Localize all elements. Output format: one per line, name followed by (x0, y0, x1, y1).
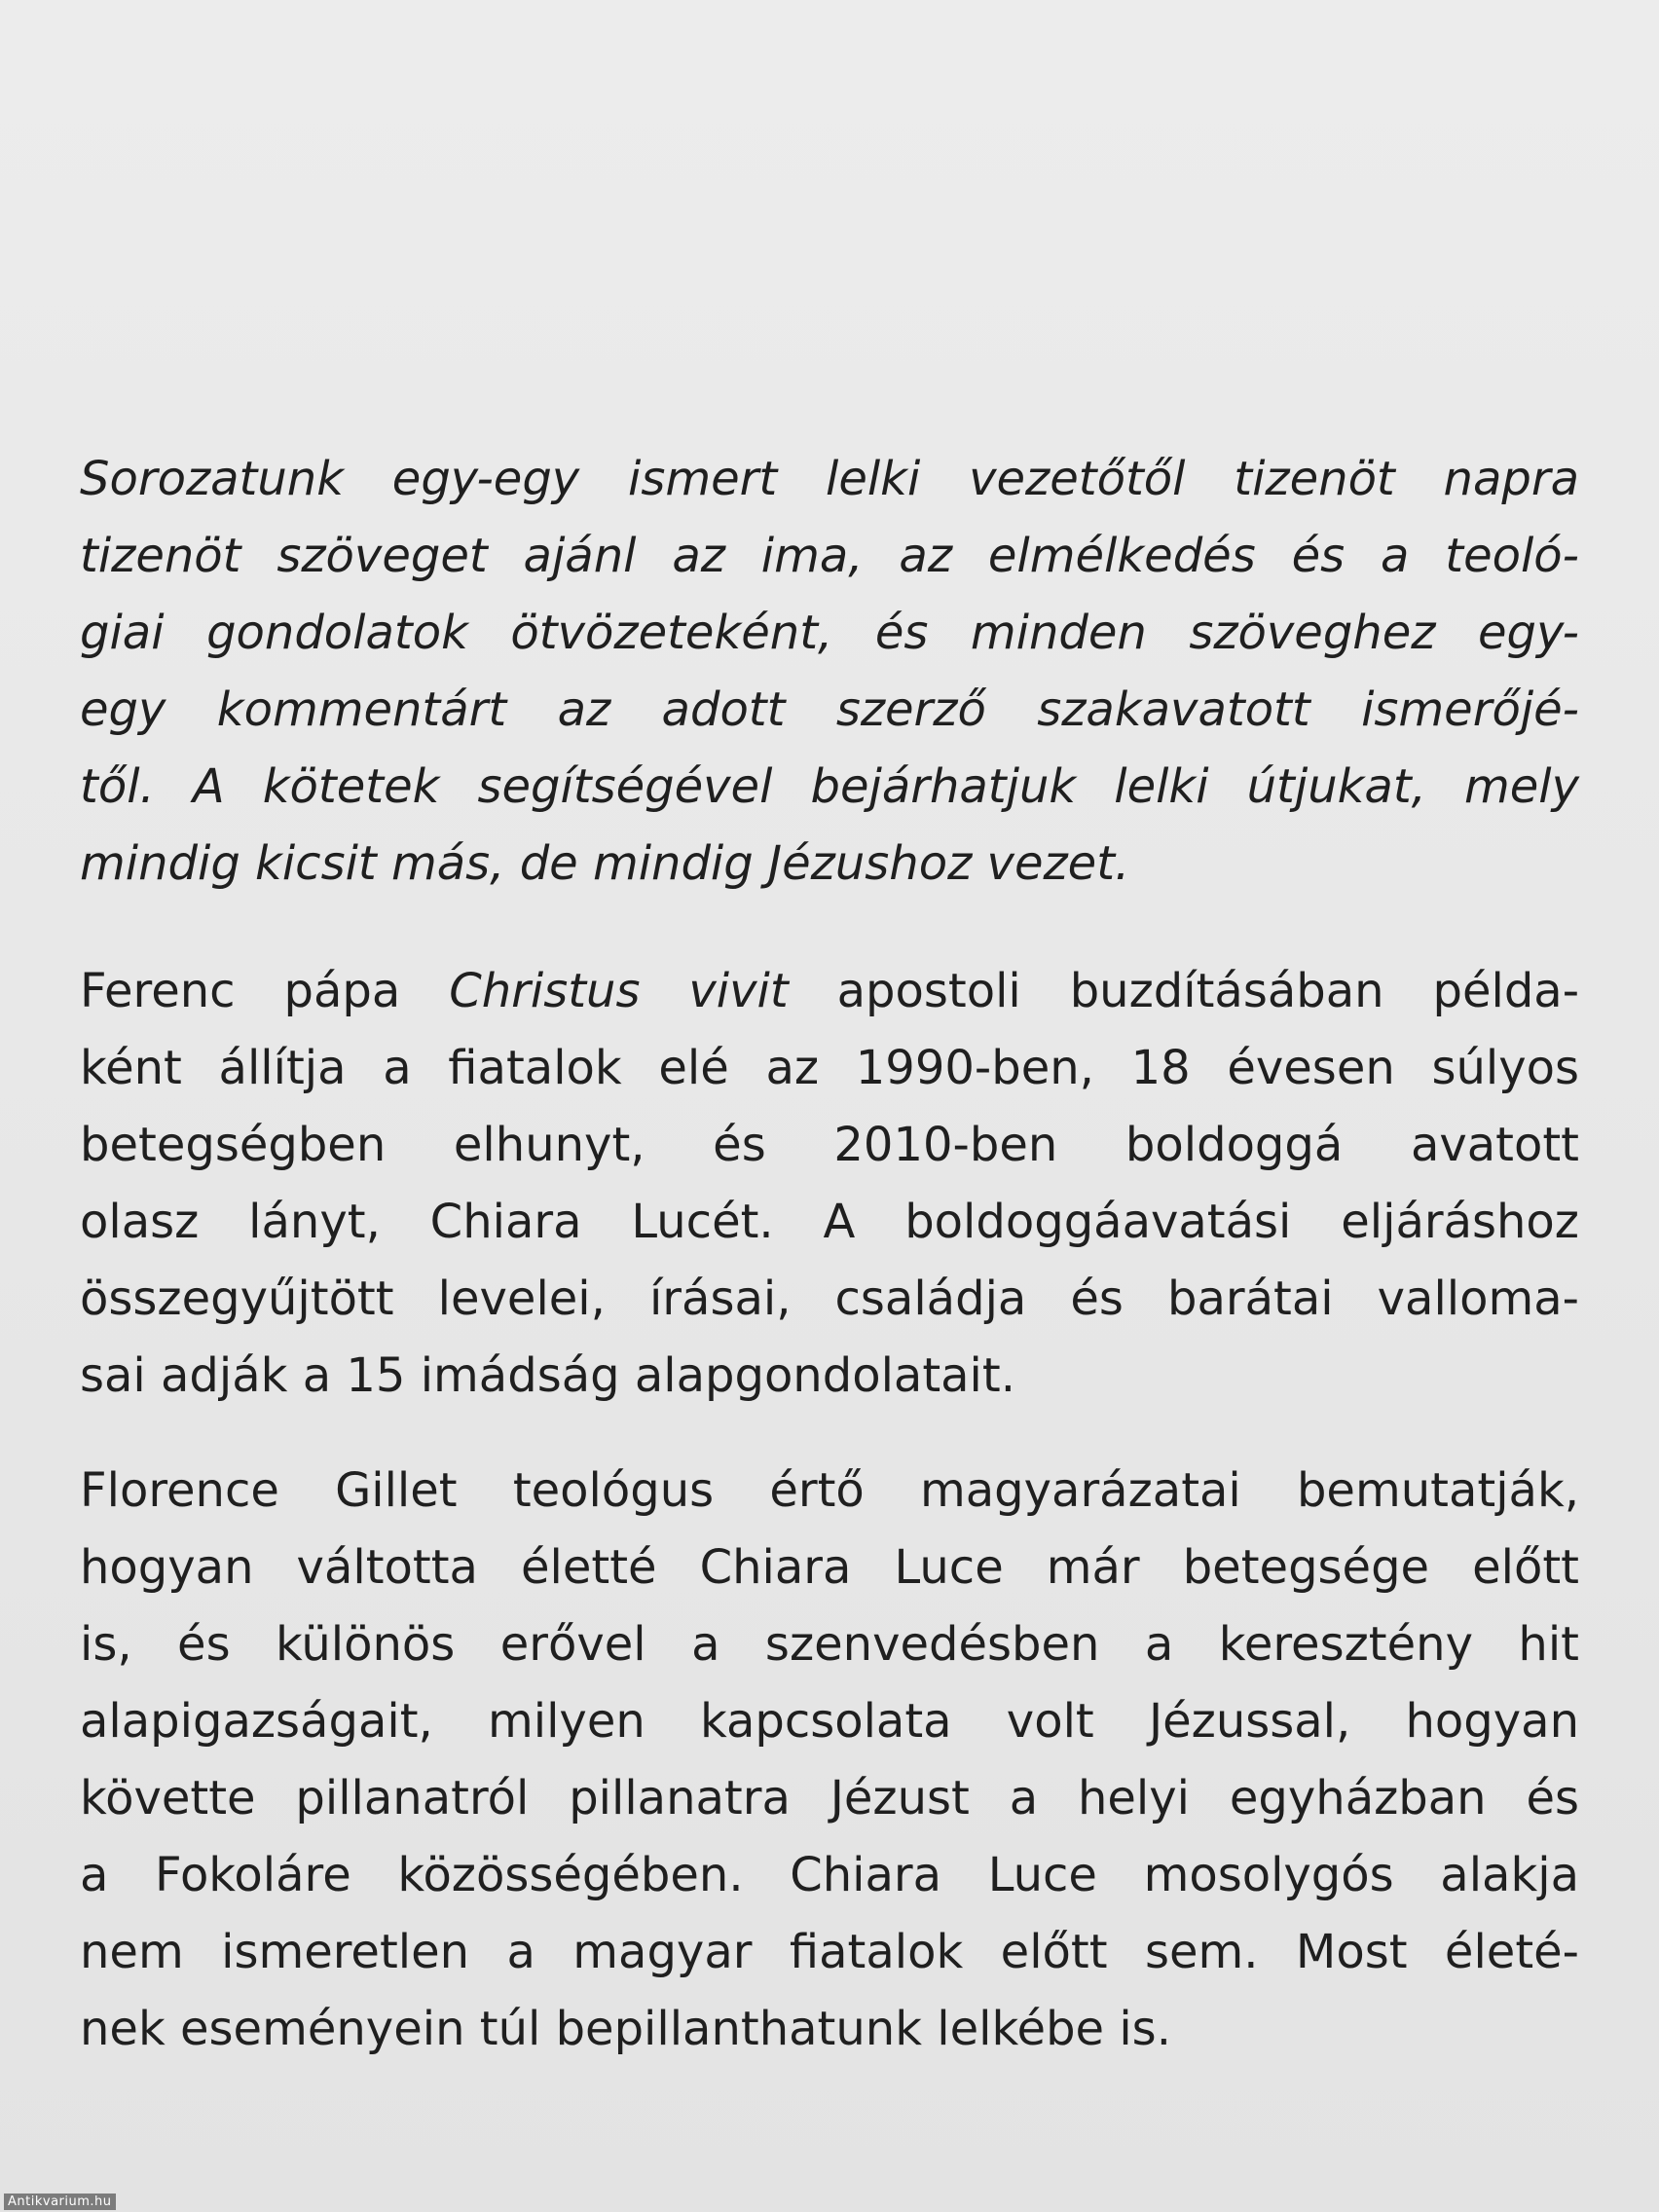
text-line: hogyan váltotta életté Chiara Luce már betegsége előtt (80, 1540, 1579, 1595)
text-line: is, és különös erővel a szenvedésben a keresztény hit (80, 1617, 1579, 1672)
chiara-luce-intro-paragraph (80, 953, 1579, 1415)
text-line: ként állítja a fiatalok elé az 1990-ben, 18 évesen súlyos (80, 1041, 1579, 1095)
text-line: nem ismeretlen a magyar fiatalok előtt sem. Most életé- (80, 1925, 1579, 1979)
text-line: összegyűjtött levelei, írásai, családja és barátai valloma- (80, 1272, 1579, 1326)
text-line: a Fokoláre közösségében. Chiara Luce mosolygós alakja (80, 1848, 1579, 1902)
text-run: apostoli buzdításában példa- (788, 964, 1580, 1018)
text-line: Sorozatunk egy-egy ismert lelki vezetőtől tizenöt napra (80, 452, 1579, 506)
series-description-paragraph (80, 441, 1579, 903)
text-line: egy kommentárt az adott szerző szakavatott ismerőjé- (80, 682, 1579, 737)
watermark: Antikvarium.hu (4, 2194, 116, 2210)
text-line: től. A kötetek segítségével bejárhatjuk lelki útjukat, mely (80, 759, 1579, 814)
document-title-italic: Christus vivit (449, 964, 789, 1018)
text-line: Florence Gillet teológus értő magyarázatai bemutatják, (80, 1463, 1579, 1518)
text-line: alapigazságait, milyen kapcsolata volt Jézussal, hogyan (80, 1694, 1579, 1749)
text-line: követte pillanatról pillanatra Jézust a helyi egyházban és (80, 1771, 1579, 1825)
text-line: giai gondolatok ötvözeteként, és minden szöveghez egy- (80, 606, 1579, 660)
text-line: olasz lányt, Chiara Lucét. A boldoggáavatási eljáráshoz (80, 1195, 1579, 1249)
text-run: Ferenc pápa (80, 964, 450, 1018)
text-line: tizenöt szöveget ajánl az ima, az elmélkedés és a teoló- (80, 529, 1579, 583)
text-line: sai adják a 15 imádság alapgondolatait. (80, 1348, 1015, 1403)
text-line (80, 953, 1579, 1030)
author-commentary-paragraph (80, 1453, 1579, 2068)
text-line: mindig kicsit más, de mindig Jézushoz vezet. (80, 836, 1130, 891)
text-line: betegségben elhunyt, és 2010-ben boldoggá avatott (80, 1118, 1579, 1172)
text-line: nek eseményein túl bepillanthatunk lelkébe is. (80, 2002, 1171, 2056)
